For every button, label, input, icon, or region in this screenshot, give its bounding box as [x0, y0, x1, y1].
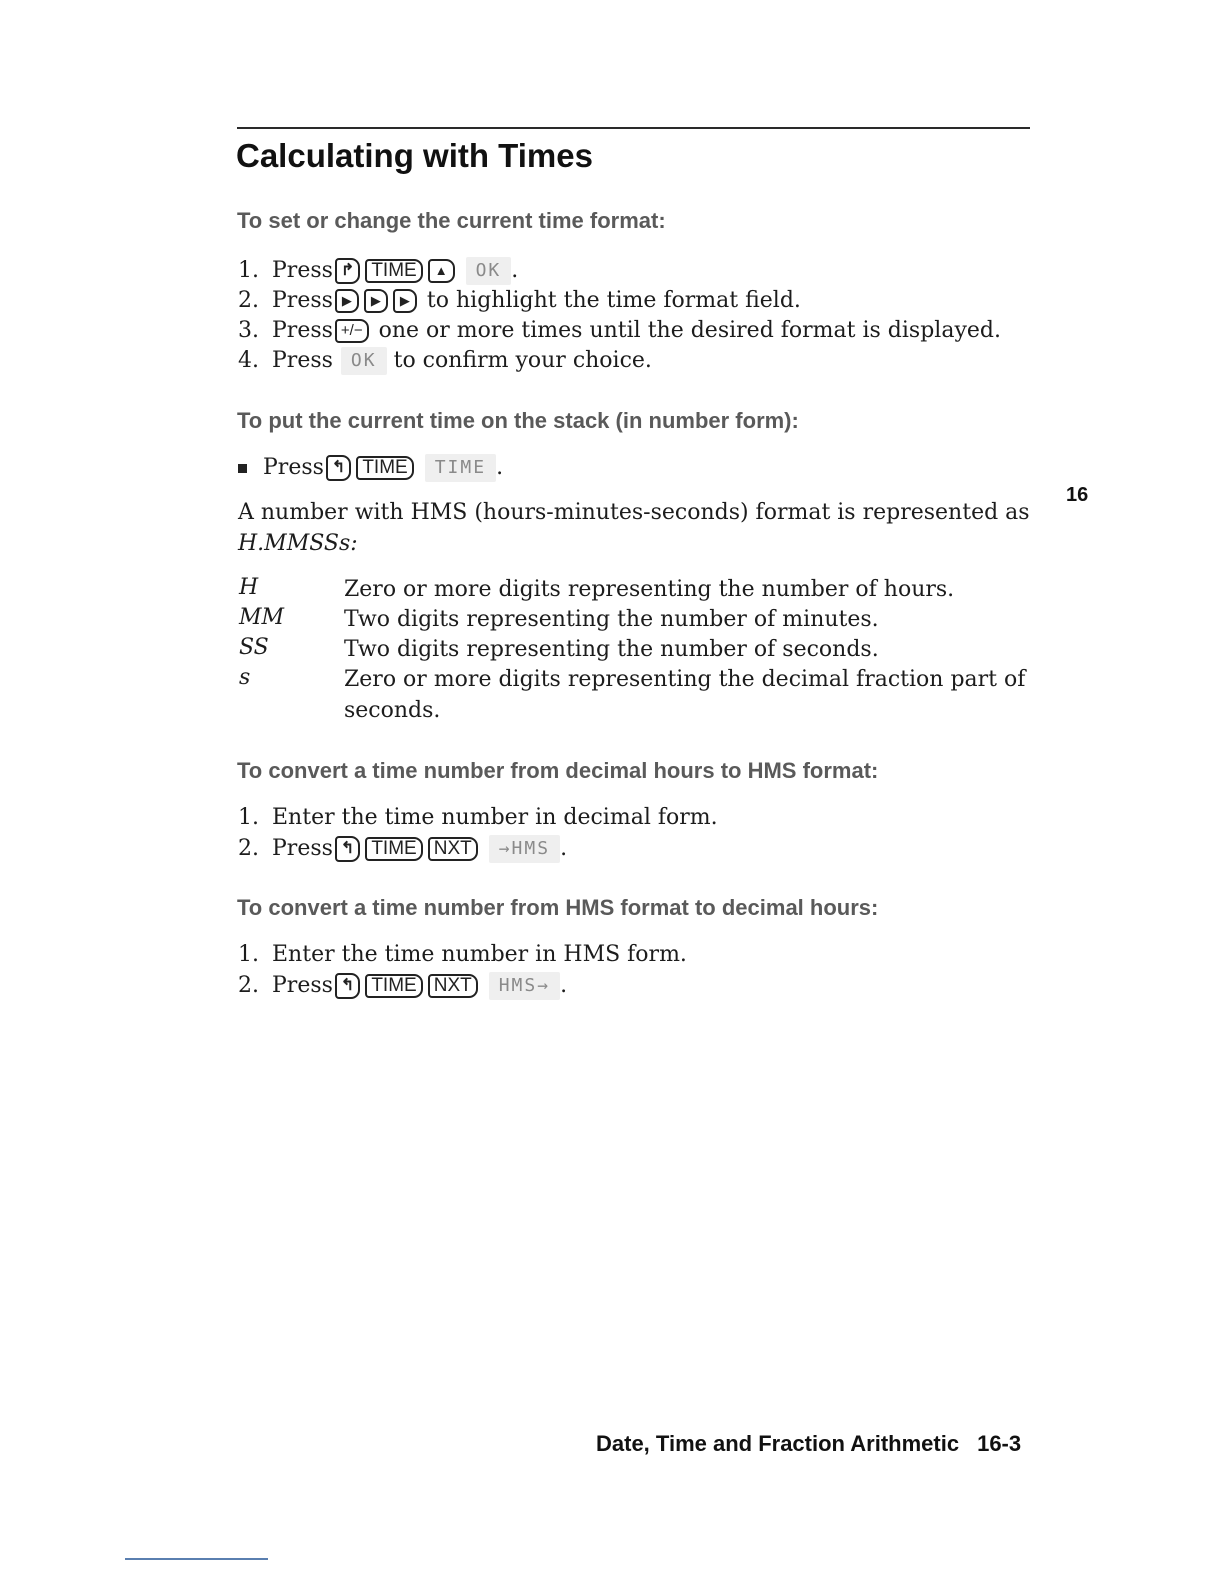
step-number: 2. — [238, 836, 259, 861]
left-shift-key: ↰ — [335, 836, 360, 862]
step-1-from-hms — [238, 941, 687, 969]
bullet-icon — [238, 464, 247, 473]
step-text: Press — [272, 836, 333, 861]
up-arrow-key: ▲ — [428, 259, 455, 283]
header-rule — [237, 127, 1030, 129]
step-text-end: . — [496, 455, 504, 480]
time-softkey: TIME — [425, 454, 496, 482]
step-4-set-format — [238, 347, 652, 375]
right-arrow-key: ▶ — [393, 289, 417, 313]
definition-term-s: s — [239, 665, 251, 690]
step-text-end: . — [560, 836, 568, 861]
ok-softkey: OK — [466, 257, 512, 285]
hms-format: H.MMSSs: — [238, 531, 358, 556]
step-text: Press — [272, 258, 333, 283]
nxt-key: NXT — [428, 974, 478, 998]
step-text: Press — [272, 288, 333, 313]
step-text-end: . — [560, 973, 568, 998]
bullet-current-time — [238, 454, 503, 482]
step-2-to-hms — [238, 835, 567, 863]
step-text-end: to highlight the time format field. — [419, 288, 801, 313]
to-hms-softkey: →HMS — [489, 835, 560, 863]
step-2-from-hms — [238, 972, 567, 1000]
time-key: TIME — [365, 974, 422, 998]
page-title: Calculating with Times — [236, 137, 593, 174]
step-text: Press — [263, 455, 324, 480]
step-1-to-hms — [238, 804, 718, 832]
right-arrow-key: ▶ — [335, 289, 359, 313]
section-heading-current-time: To put the current time on the stack (in number form): — [237, 408, 799, 433]
step-2-set-format — [238, 287, 801, 315]
time-key: TIME — [356, 456, 413, 480]
definition-term-ss: SS — [239, 635, 269, 660]
step-number: 1. — [238, 258, 259, 283]
left-shift-key: ↰ — [326, 455, 351, 481]
chapter-tab: 16 — [1066, 484, 1089, 506]
left-shift-key: ↰ — [335, 973, 360, 999]
step-text-end: one or more times until the desired format is displayed. — [371, 318, 1001, 343]
step-text: Press — [272, 348, 333, 373]
plus-minus-key: +/− — [335, 319, 369, 343]
step-text-end: to confirm your choice. — [386, 348, 652, 373]
from-hms-softkey: HMS→ — [489, 972, 560, 1000]
step-number: 4. — [238, 348, 259, 373]
step-number: 2. — [238, 288, 259, 313]
page-footer — [596, 1431, 1021, 1457]
definition-desc-h: Zero or more digits representing the number of hours. — [344, 577, 955, 602]
step-number: 2. — [238, 973, 259, 998]
step-number: 1. — [238, 805, 259, 830]
time-key: TIME — [365, 259, 422, 283]
step-text: Press — [272, 318, 333, 343]
section-heading-from-hms: To convert a time number from HMS format to decimal hours: — [237, 895, 879, 920]
nxt-key: NXT — [428, 837, 478, 861]
definition-term-mm: MM — [239, 605, 285, 630]
step-text: Enter the time number in decimal form. — [272, 805, 718, 830]
definition-desc-s: Zero or more digits representing the decimal fraction part of seconds. — [344, 667, 1026, 723]
page-number: 16-3 — [977, 1431, 1022, 1456]
footer-section-title: Date, Time and Fraction Arithmetic — [596, 1431, 960, 1456]
definition-term-h: H — [239, 575, 259, 600]
step-number: 3. — [238, 318, 259, 343]
ok-softkey: OK — [341, 347, 387, 375]
step-text: Press — [272, 973, 333, 998]
bottom-rule — [125, 1558, 268, 1560]
step-text-end: . — [511, 258, 519, 283]
section-heading-set-time-format: To set or change the current time format: — [237, 208, 666, 233]
step-3-set-format — [238, 317, 1001, 345]
step-number: 1. — [238, 942, 259, 967]
step-1-set-format — [238, 257, 518, 285]
time-key: TIME — [365, 837, 422, 861]
definition-desc-ss: Two digits representing the number of seconds. — [344, 637, 879, 662]
section-heading-to-hms: To convert a time number from decimal hours to HMS format: — [237, 758, 879, 783]
definition-desc-mm: Two digits representing the number of minutes. — [344, 607, 879, 632]
hms-paragraph: A number with HMS (hours-minutes-seconds) format is represented as — [238, 500, 1030, 525]
step-text: Enter the time number in HMS form. — [272, 942, 687, 967]
right-arrow-key: ▶ — [364, 289, 388, 313]
right-shift-key: ↱ — [335, 258, 360, 284]
